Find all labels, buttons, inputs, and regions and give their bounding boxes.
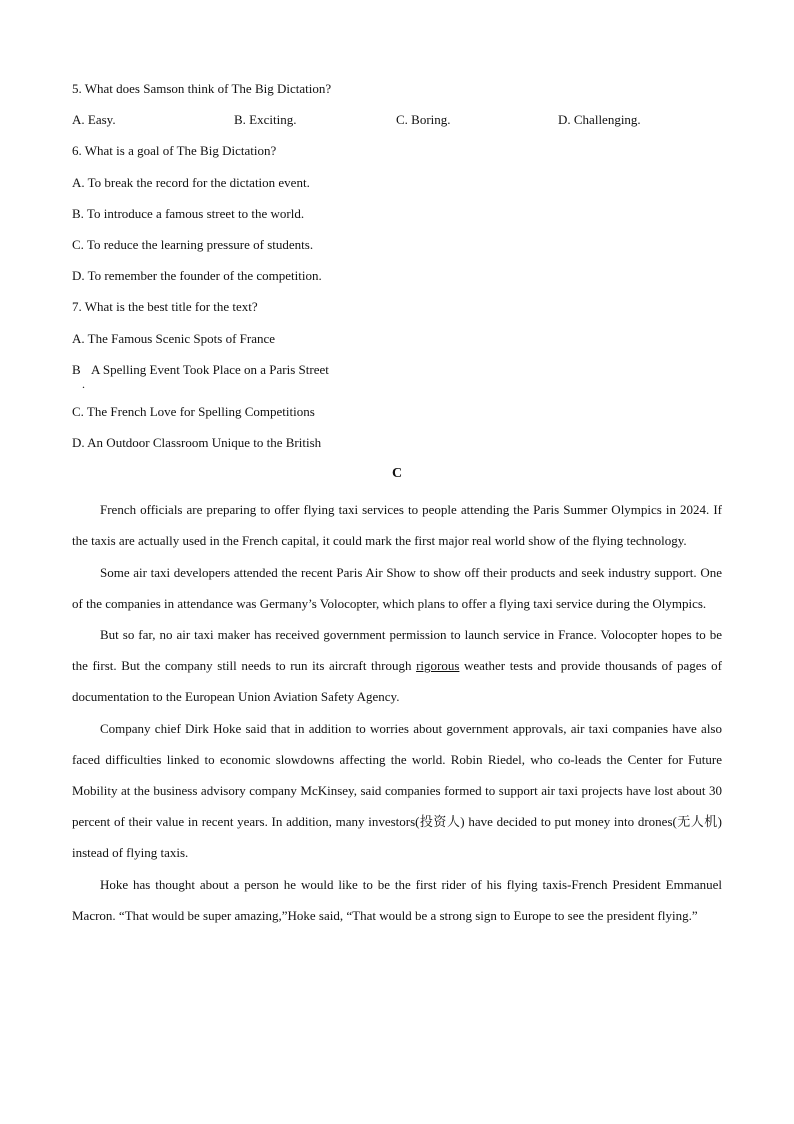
question-7-option-c: C. The French Love for Spelling Competitions (72, 403, 315, 419)
passage-paragraph-5: Hoke has thought about a person he would like to be the first rider of his flying taxis-French President Emmanuel Macron. “That would be super amazing,”Hoke said, “That would be a strong sign to Europe to see the president flying.” (72, 876, 722, 923)
underlined-word: rigorous (416, 658, 460, 674)
question-7-stem: 7. What is the best title for the text? (72, 299, 258, 315)
question-7-option-b-text: A Spelling Event Took Place on a Paris Street (91, 361, 329, 377)
question-7-option-b-dot: . (82, 376, 85, 391)
question-5-stem: 5. What does Samson think of The Big Dictation? (72, 81, 332, 96)
question-6-option-c: C. To reduce the learning pressure of students. (72, 236, 314, 252)
question-6-option-a: A. To break the record for the dictation event. (72, 174, 310, 190)
question-6-option-b: B. To introduce a famous street to the world. (72, 205, 305, 221)
passage-paragraph-4: Company chief Dirk Hoke said that in addition to worries about government approvals, air taxi companies have also faced difficulties linked to economic slowdowns affecting the world. Robin Riedel, who co-leads the Center for Future Mobility at the business advisory company McKinsey, said companies formed to support air taxi projects have lost about 30 percent of their value in recent years. In addition, many investors(投资人) have decided to put money into drones(无人机) instead of flying taxis. (72, 720, 722, 861)
question-7-option-a: A. The Famous Scenic Spots of France (72, 330, 276, 346)
question-5-options (72, 109, 722, 140)
paragraph-3-text-before: But so far, no air taxi maker has received government permission to launch service in France. Volocopter hopes to be the first. But the company still needs to run its aircraft through (72, 627, 722, 674)
question-5-option-d: D. Challenging. (558, 112, 641, 128)
question-7-option-d: D. An Outdoor Classroom Unique to the British (72, 434, 322, 450)
paragraph-3-text-after: weather tests and provide thousands of pages of documentation to the European Union Aviation Safety Agency. (72, 658, 722, 705)
document-page (72, 78, 722, 931)
question-5-option-c: C. Boring. (396, 112, 451, 128)
section-heading: C (391, 466, 403, 482)
question-5-option-a: A. Easy. (72, 112, 116, 128)
passage-paragraph-1: French officials are preparing to offer flying taxi services to people attending the Paris Summer Olympics in 2024. If the taxis are actually used in the French capital, it could mark the first major real world show of the flying technology. (72, 502, 722, 549)
question-6-stem: 6. What is a goal of The Big Dictation? (72, 143, 277, 159)
question-7-option-b-letter: B (72, 361, 81, 377)
question-5-option-b: B. Exciting. (234, 112, 297, 128)
question-7-option-b (72, 359, 722, 401)
passage-paragraph-3 (72, 619, 722, 713)
question-6-option-d: D. To remember the founder of the competition. (72, 268, 322, 284)
passage-paragraph-2: Some air taxi developers attended the recent Paris Air Show to show off their products and seek industry support. One of the companies in attendance was Germany’s Volocopter, which plans to offer a flying taxi service during the Olympics. (72, 564, 722, 611)
